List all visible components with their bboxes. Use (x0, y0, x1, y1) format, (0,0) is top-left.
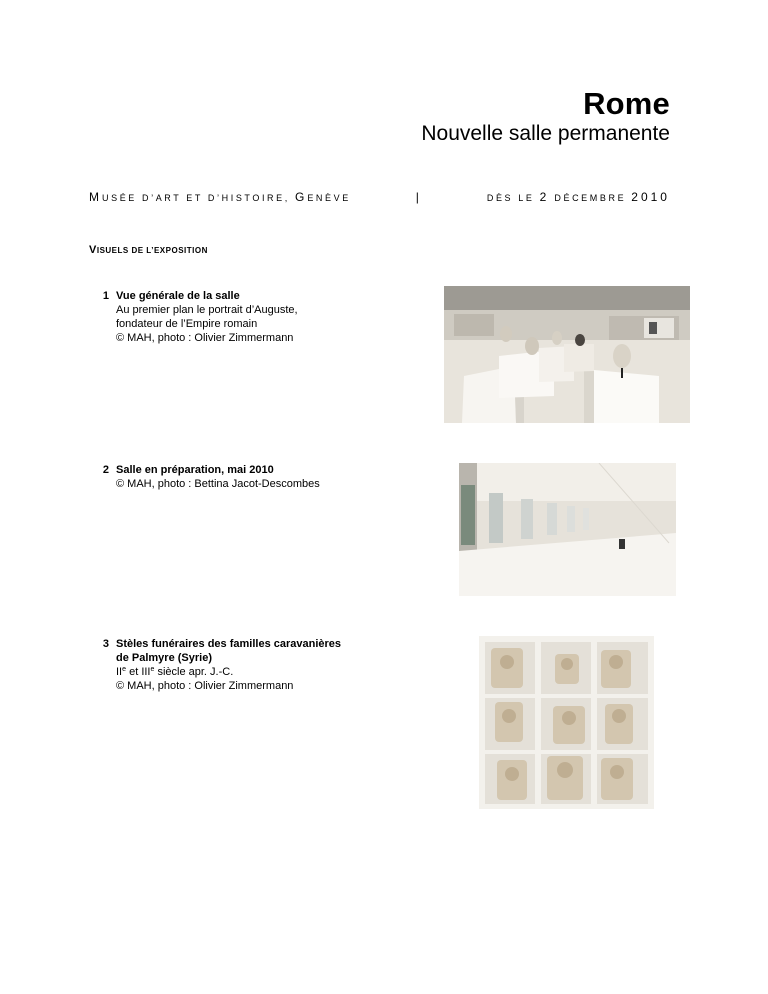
gallery-photo (444, 286, 690, 423)
exhibition-date: DÈS LE 2 DÉCEMBRE 2010 (486, 190, 670, 204)
hall-photo (459, 463, 676, 596)
item-caption: Vue générale de la salle Au premier plan le portrait d’Auguste, fondateur de l’Empire romain © MAH, photo : Olivier Zimmermann (116, 290, 298, 344)
item-caption: Salle en préparation, mai 2010 © MAH, photo : Bettina Jacot-Descombes (116, 464, 320, 490)
section-heading: VISUELS DE L’EXPOSITION (89, 244, 208, 256)
page-subtitle: Nouvelle salle permanente (421, 122, 670, 145)
page-title: Rome (583, 86, 670, 121)
meta-separator: | (415, 190, 422, 204)
item-number: 1 (102, 290, 109, 302)
item-number: 3 (102, 638, 109, 650)
exhibition-meta (89, 190, 670, 204)
item-title: Salle en préparation, mai 2010 (116, 464, 274, 476)
steles-photo (479, 636, 654, 809)
item-title: Vue générale de la salle (116, 290, 240, 302)
item-title: Stèles funéraires des familles caravanières (116, 638, 342, 650)
item-number: 2 (102, 464, 109, 476)
item-caption: Stèles funéraires des familles caravanières de Palmyre (Syrie) IIe et IIIe siècle apr. J.-C. © MAH, photo : Olivier Zimmermann (116, 638, 342, 692)
museum-location: MUSÉE D’ART ET D’HISTOIRE, GENÈVE (89, 190, 351, 204)
